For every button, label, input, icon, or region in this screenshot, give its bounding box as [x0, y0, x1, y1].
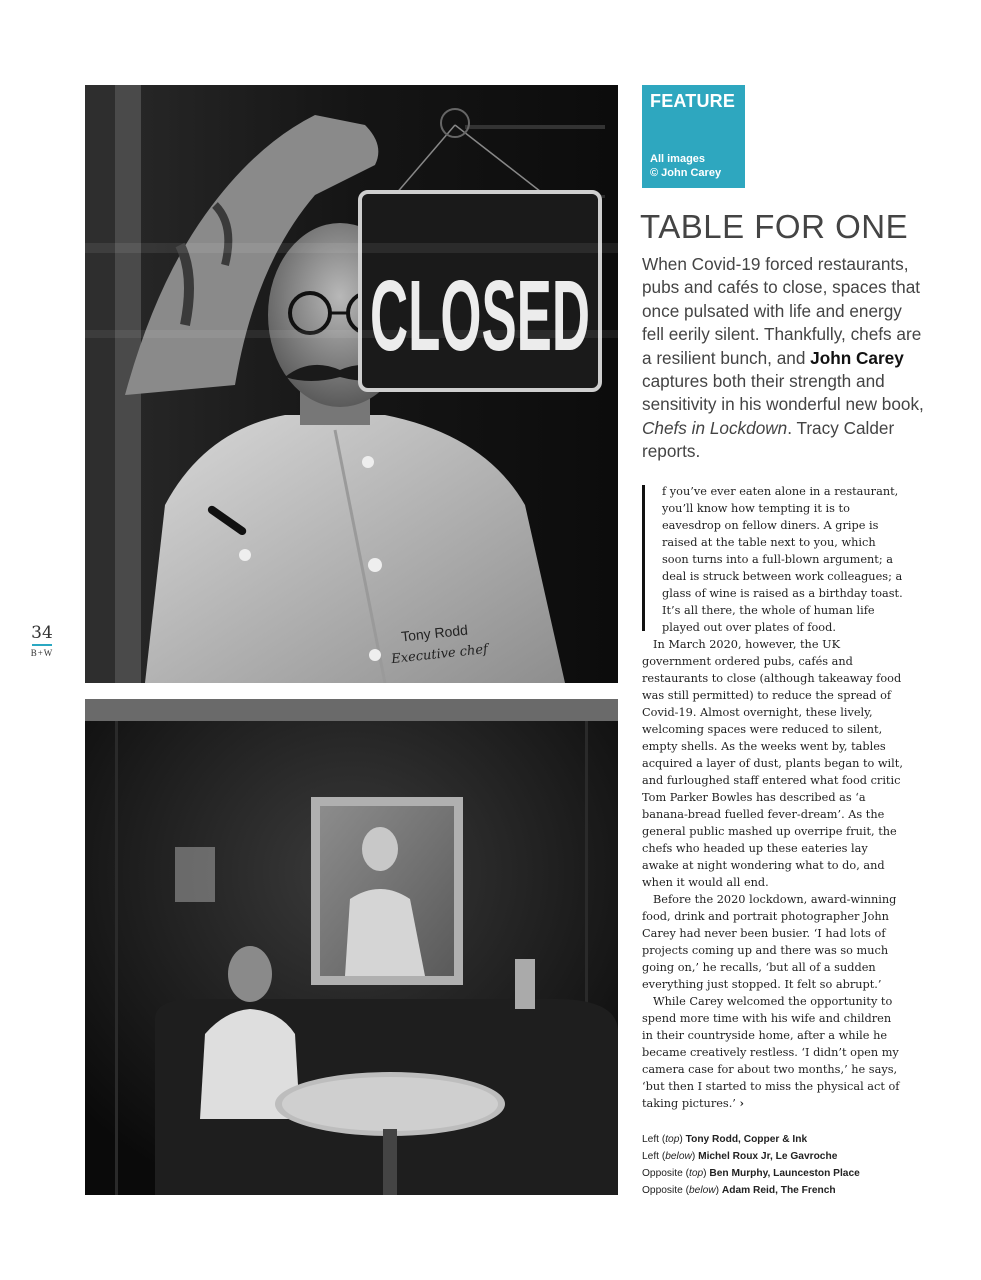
standfirst-part-2: captures both their strength and sensitivity in his wonderful new book,: [642, 371, 924, 415]
article-headline: TABLE FOR ONE: [640, 208, 909, 245]
body-paragraph-4-text: While Carey welcomed the opportunity to spend more time with his wife and children in their countryside home, after a while he became creatively restless. ‘I didn’t open my camera case for about two months,’ he says, ‘but then I started to miss the physical act of taking pictures.’: [642, 995, 900, 1110]
apron-name: Tony Rodd: [400, 621, 469, 645]
body-paragraph-2: In March 2020, however, the UK government ordered pubs, cafés and restaurants to close (although takeaway food was still permitted) to reduce the spread of Covid-19. Almost overnight, these lively, welcoming spaces were reduced to silent, empty shells. As the weeks went by, tables acquired a layer of dust, plants began to wilt, and furloughed staff entered what food critic Tom Parker Bowles has described as ‘a banana-bread fuelled fever-dream’. As the general public mashed up overripe fruit, the chefs who headed up these eateries lay awake at night wondering what to do, and when it would all end.: [642, 638, 903, 889]
photo-captions: [642, 1131, 962, 1199]
body-paragraph-3: Before the 2020 lockdown, award-winning food, drink and portrait photographer John Carey had never been busier. ‘I had lots of projects coming up and there was so much going on,’ he recalls, ‘but all of a sudden everything just stopped. It felt so abrupt.’: [642, 893, 897, 991]
body-paragraph-1: f you’ve ever eaten alone in a restaurant, you’ll know how tempting it is to eavesdrop on fellow diners. A gripe is raised at the table next to you, which soon turns into a full-blown argument; a deal is struck between work colleagues; a glass of wine is raised as a birthday toast. It’s all there, the whole of human life played out over plates of food.: [662, 485, 903, 634]
caption-2: Left (below) Michel Roux Jr, Le Gavroche: [642, 1151, 838, 1162]
standfirst-part-3: . Tracy Calder reports.: [642, 417, 895, 462]
apron-title: Executive chef: [390, 641, 489, 668]
photo-tony-rodd-illustration: [85, 85, 618, 683]
page-folio: [28, 624, 56, 658]
photo-tony-rodd: [85, 85, 618, 683]
page-number: 34: [31, 623, 53, 643]
caption-name: Adam Reid, The French: [721, 1185, 836, 1196]
image-credit: [650, 152, 721, 180]
continue-arrow-icon: ›: [739, 1096, 745, 1110]
image-credit-line-1: All images: [650, 153, 706, 165]
image-credit-line-2: © John Carey: [650, 167, 722, 179]
article-standfirst: [642, 253, 927, 464]
caption-3: Opposite (top) Ben Murphy, Launceston Place: [642, 1168, 860, 1179]
body-paragraph-4: [642, 993, 904, 1112]
feature-label-box: [642, 85, 745, 188]
standfirst-book-title: Chefs in Lockdown: [642, 417, 788, 438]
photo-michel-roux-illustration: [85, 699, 618, 1195]
caption-name: Tony Rodd, Copper & Ink: [685, 1134, 808, 1145]
standfirst-author: John Carey: [810, 347, 904, 368]
caption-name: Michel Roux Jr, Le Gavroche: [698, 1151, 838, 1162]
caption-name: Ben Murphy, Launceston Place: [709, 1168, 860, 1179]
caption-1: Left (top) Tony Rodd, Copper & Ink: [642, 1134, 808, 1145]
caption-4: Opposite (below) Adam Reid, The French: [642, 1185, 836, 1196]
photo-michel-roux: [85, 699, 618, 1195]
folio-rule: [32, 644, 52, 646]
feature-label: FEATURE: [650, 91, 736, 111]
article-body: [642, 483, 904, 1112]
closed-sign-text: CLOSED: [370, 260, 590, 372]
magazine-mark: B+W: [30, 648, 54, 658]
standfirst-part-1: When Covid-19 forced restaurants, pubs and cafés to close, spaces that once pulsated with life and energy fell eerily silent. Thankfully, chefs are a resilient bunch, and: [642, 254, 922, 368]
